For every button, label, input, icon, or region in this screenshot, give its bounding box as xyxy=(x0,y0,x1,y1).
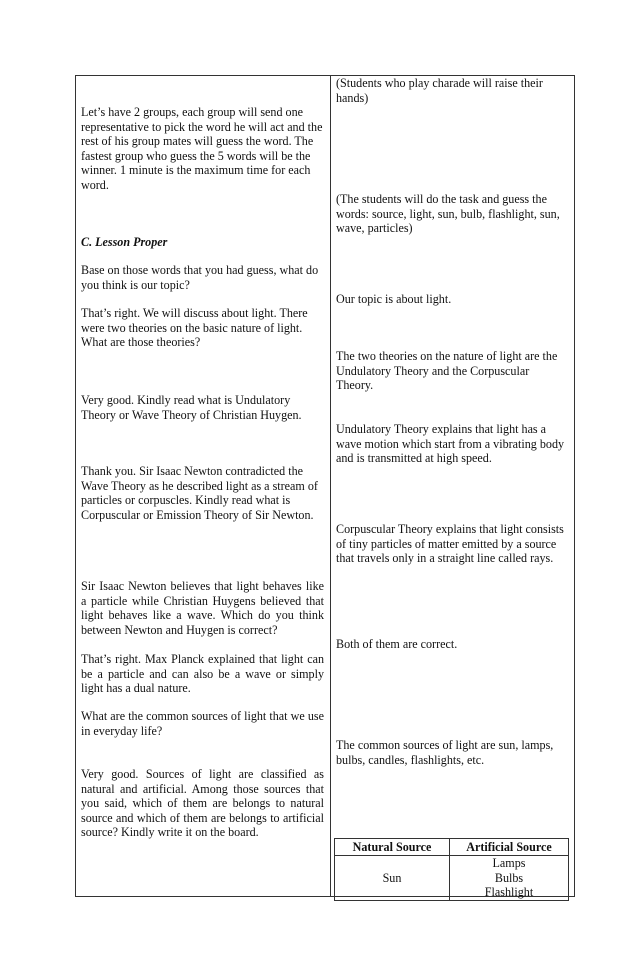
corpuscular-prompt: Thank you. Sir Isaac Newton contradicted the Wave Theory as he described light as a stream of particles or corpuscles. Kindly read what is Corpuscular or Emission Theory of Sir Newton. xyxy=(81,464,318,522)
column-divider xyxy=(330,75,331,897)
section-heading-lesson-proper: C. Lesson Proper xyxy=(81,235,168,249)
light-sources-table xyxy=(334,838,569,901)
artificial-item: Bulbs xyxy=(494,870,524,885)
undulatory-prompt: Very good. Kindly read what is Undulatory Theory or Wave Theory of Christian Huygen. xyxy=(81,393,302,422)
classification-prompt: Very good. Sources of light are classified as natural and artificial. Among those sources that you said, which of them are belongs to natural source and which of them are belongs to artificial source? Kindly write it on the board. xyxy=(81,767,324,840)
natural-source-cell: Sun xyxy=(335,856,450,901)
table-header-row xyxy=(335,839,569,856)
student-response-topic: Our topic is about light. xyxy=(336,292,452,306)
student-response-both-correct: Both of them are correct. xyxy=(336,637,458,651)
student-response-theories: The two theories on the nature of light are the Undulatory Theory and the Corpuscular Theory. xyxy=(336,349,558,393)
student-response-undulatory: Undulatory Theory explains that light has a wave motion which start from a vibrating body and is transmitted at high speed. xyxy=(336,422,565,466)
student-response-guess-words: (The students will do the task and guess the words: source, light, sun, bulb, flashlight, sun, wave, particles) xyxy=(336,192,560,236)
topic-question: Base on those words that you had guess, what do you think is our topic? xyxy=(81,263,319,292)
student-response-common-sources: The common sources of light are sun, lamps, bulbs, candles, flashlights, etc. xyxy=(336,738,554,767)
header-artificial-source: Artificial Source xyxy=(450,839,569,856)
header-natural-source: Natural Source xyxy=(335,839,450,856)
artificial-source-cell xyxy=(450,856,569,901)
artificial-item: Flashlight xyxy=(484,885,534,900)
student-response-corpuscular: Corpuscular Theory explains that light consists of tiny particles of matter emitted by a source that travels only in a straight line called rays. xyxy=(336,522,564,566)
table-row xyxy=(335,856,569,901)
student-response-charade: (Students who play charade will raise their hands) xyxy=(336,76,543,105)
theories-question: That’s right. We will discuss about light. There were two theories on the basic nature of light. What are those theories? xyxy=(81,306,308,350)
group-instructions: Let’s have 2 groups, each group will send one representative to pick the word he will act and the rest of his group mates will guess the word. The fastest group who guess the 5 words will be the winner. 1 minute is the maximum time for each word. xyxy=(81,105,323,192)
artificial-item: Lamps xyxy=(492,856,526,870)
newton-huygens-question: Sir Isaac Newton believes that light behaves like a particle while Christian Huygens believed that light behaves like a wave. Which do you think between Newton and Huygen is correct? xyxy=(81,579,324,637)
sources-question: What are the common sources of light that we use in everyday life? xyxy=(81,709,324,738)
planck-explanation: That’s right. Max Planck explained that light can be a particle and can also be a wave or simply light has a dual nature. xyxy=(81,652,324,696)
